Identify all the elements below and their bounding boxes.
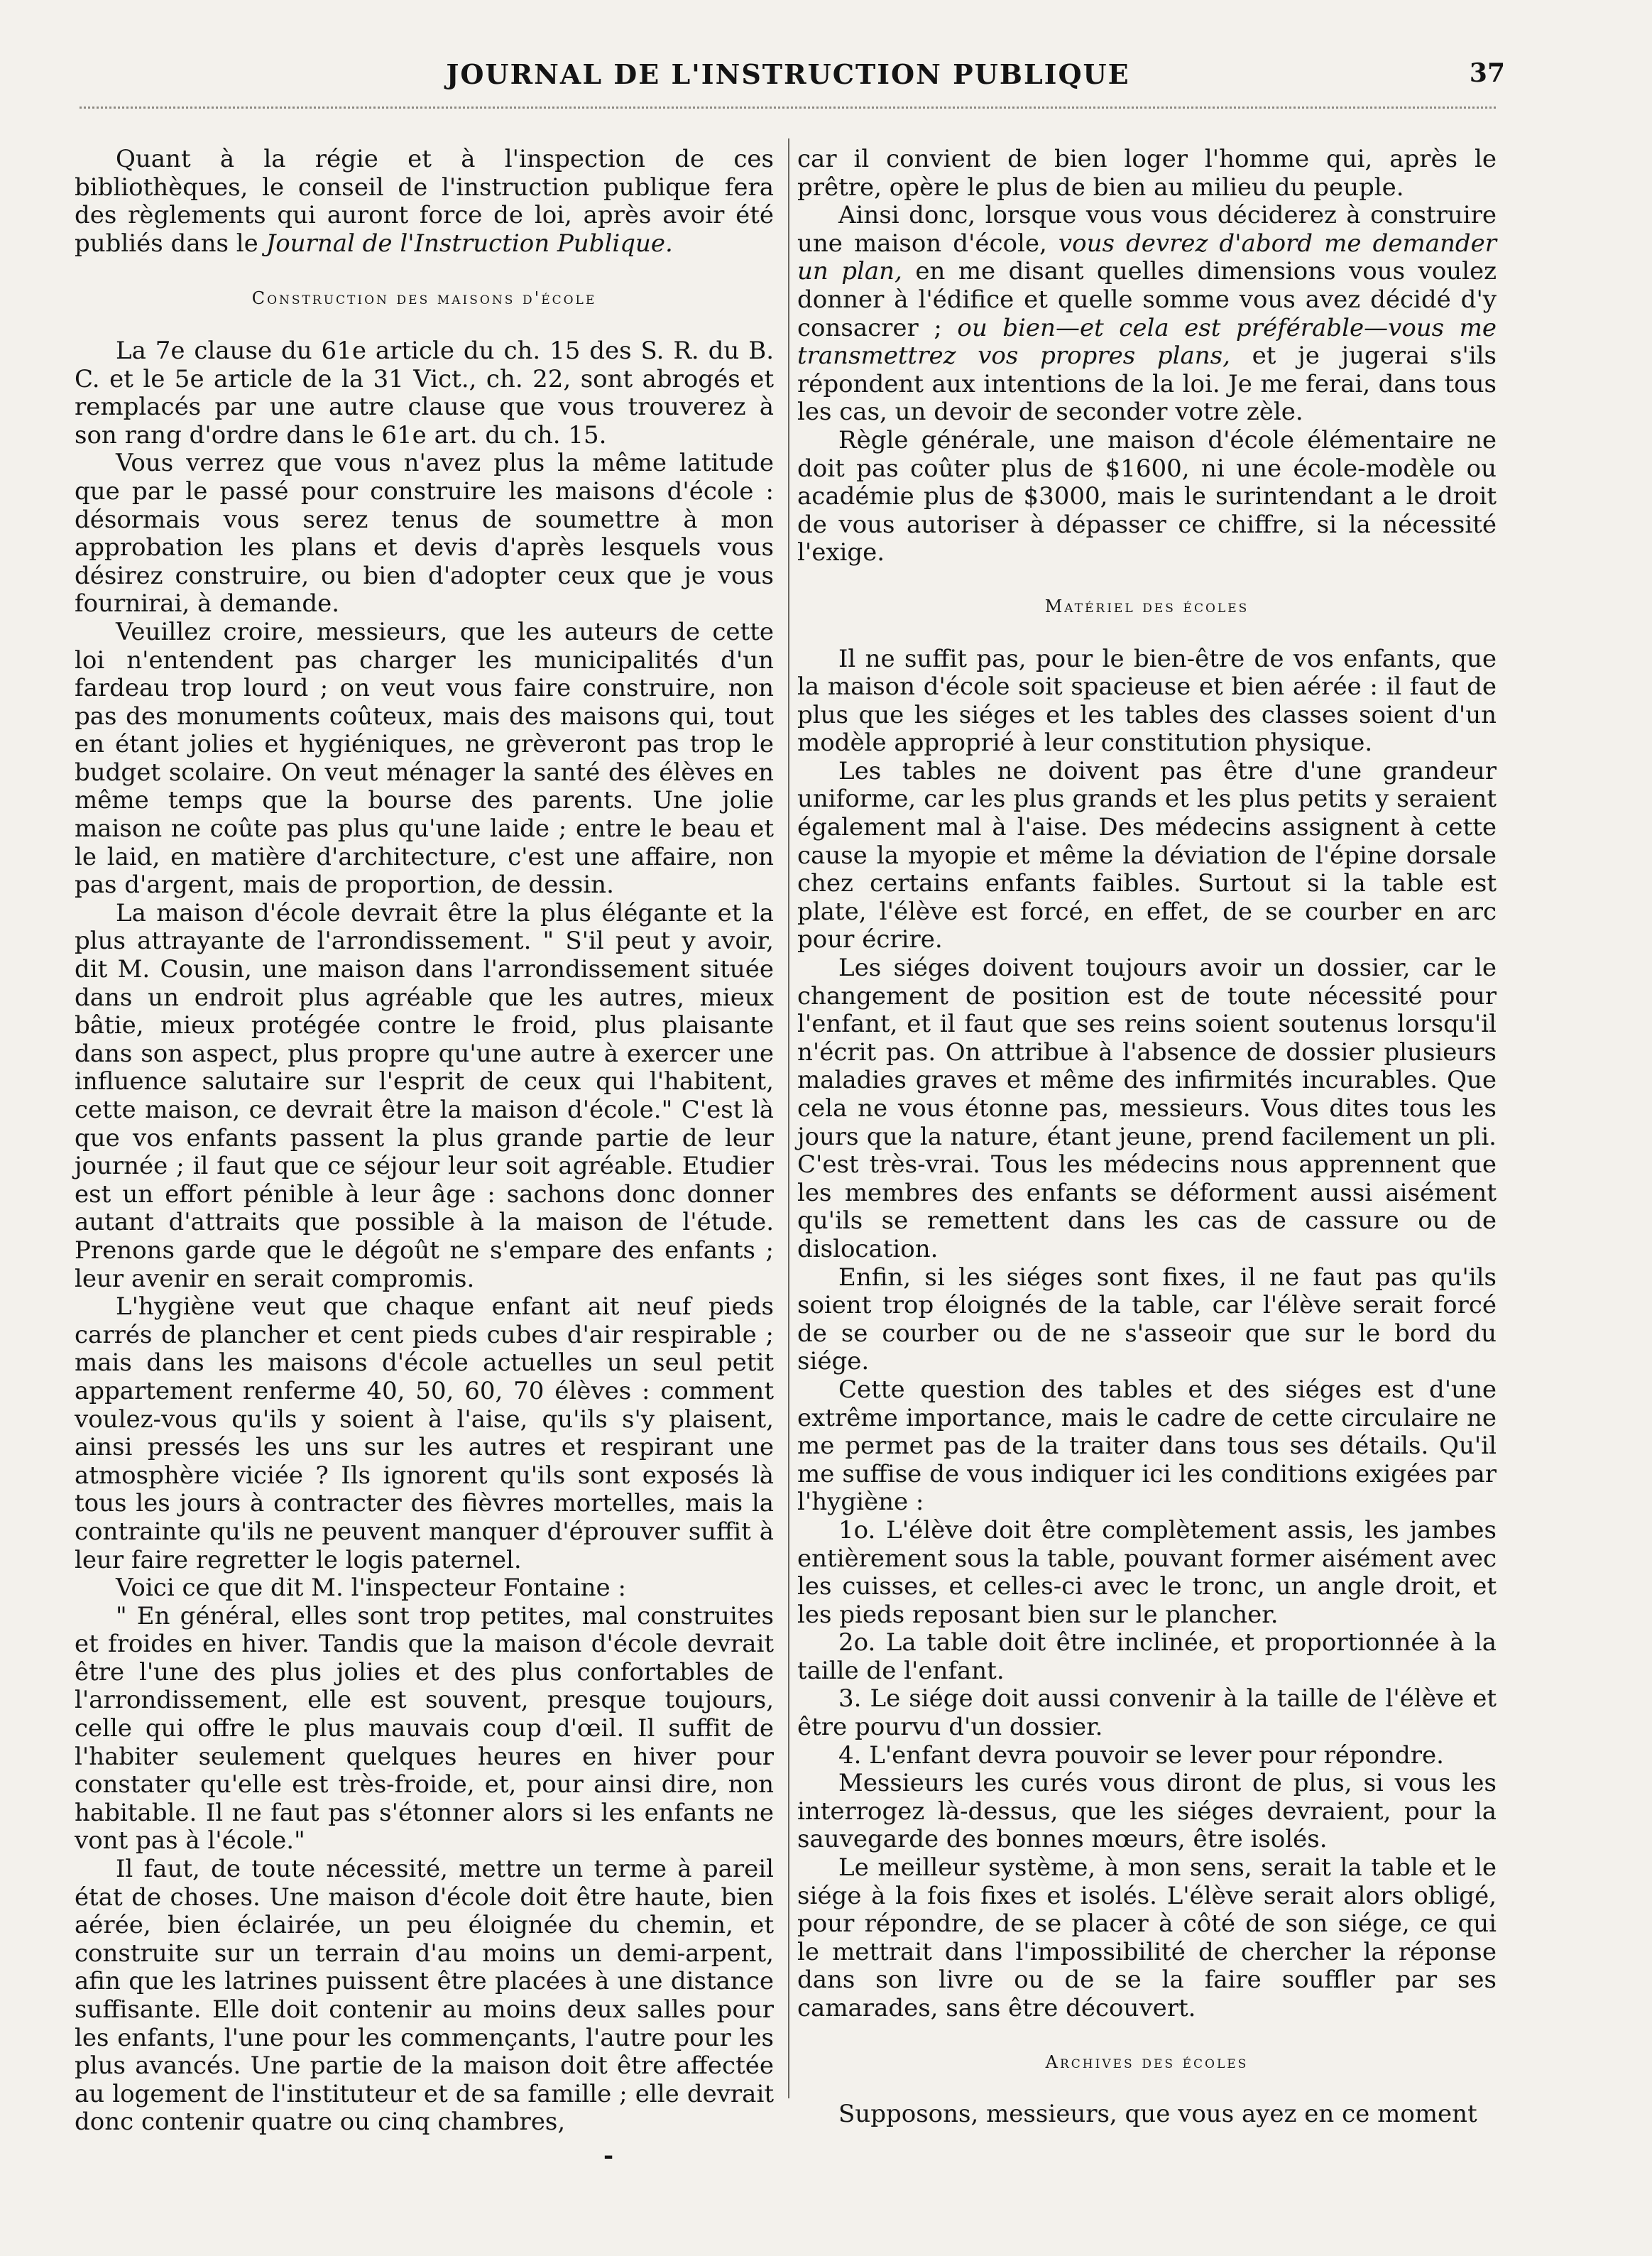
paragraph: Les siéges doivent toujours avoir un dossier, car le changement de position est de toute nécessité pour l'enfant, et il faut que ses reins soient soutenus lorsqu'il n'écrit pas. On attribue à l'absence de dossier plusieurs maladies graves et même des infirmités incurables. Que cela ne vous étonne pas, messieurs. Vous dites tous les jours que la nature, étant jeune, prend facilement un pli. C'est très-vrai. Tous les médecins nous apprennent que les membres des enfants se déforment aussi aisément qu'ils se remettent dans les cas de cassure ou de dislocation. xyxy=(797,954,1497,1263)
page-number: 37 xyxy=(1469,58,1505,88)
paragraph: Veuillez croire, messieurs, que les auteurs de cette loi n'entendent pas charger les municipalités d'un fardeau trop lourd ; on veut vous faire construire, non pas des monuments coûteux, mais des maisons qui, tout en étant jolies et hygiéniques, ne grèveront pas trop le budget scolaire. On veut ménager la santé des élèves en même temps que la bourse des parents. Une jolie maison ne coûte pas plus qu'une laide ; entre le beau et le laid, en matière d'architecture, c'est une affaire, non pas d'argent, mais de proportion, de dessin. xyxy=(75,617,774,900)
quotation: " En général, elles sont trop petites, mal construites et froides en hiver. Tandis que la maison d'école devrait être l'une des plus jolies et des plus confortables de l'arrondissement, elle est souvent, presque toujours, celle qui offre le plus mauvais coup d'œil. Il suffit de l'habiter seulement quelques heures en hiver pour constater qu'elle est très-froide, et, pour ainsi dire, non habitable. Il ne faut pas s'étonner alors si les enfants ne vont pas à l'école." xyxy=(75,1601,774,1856)
paragraph: Il faut, de toute nécessité, mettre un terme à pareil état de choses. Une maison d'école doit être haute, bien aérée, bien éclairée, un peu éloignée du chemin, et construite sur un terrain d'au moins un demi-arpent, afin que les latrines puissent être placées à une distance suffisante. Elle doit contenir au moins deux salles pour les enfants, l'une pour les commençants, l'autre pour les plus avancés. Une partie de la maison doit être affectée au logement de l'instituteur et de sa famille ; elle devrait donc contenir quatre ou cinq chambres, xyxy=(75,1855,774,2137)
left-column xyxy=(75,146,774,2137)
list-item: 4. L'enfant devra pouvoir se lever pour répondre. xyxy=(838,1740,1444,1770)
paragraph: Vous verrez que vous n'avez plus la même latitude que par le passé pour construire les maisons d'école : désormais vous serez tenus de soumettre à mon approbation les plans et devis d'après lesquels vous désirez construire, ou bien d'adopter ceux que je vous fournirai, à demande. xyxy=(75,449,774,619)
journal-title: Journal de l'Instruction Publique. xyxy=(266,229,673,258)
paragraph: Il ne suffit pas, pour le bien-être de vos enfants, que la maison d'école soit spacieuse et bien aérée : il faut de plus que les siéges et les tables des classes soient d'un modèle approprié à leur constitution physique. xyxy=(797,644,1497,758)
paragraph: Le meilleur système, à mon sens, serait la table et le siége à la fois fixes et isolés. L'élève serait alors obligé, pour répondre, de se placer à côté de son siége, ce qui le mettrait dans l'impossibilité de chercher la réponse dans son livre ou de se la faire souffler par ses camarades, sans être découvert. xyxy=(797,1853,1497,2022)
paragraph: Supposons, messieurs, que vous ayez en ce moment xyxy=(838,2100,1477,2129)
paragraph: La maison d'école devrait être la plus élégante et la plus attrayante de l'arrondissement. " S'il peut y avoir, dit M. Cousin, une maison dans l'arrondissement située dans un endroit plus agréable que les autres, mieux bâtie, mieux protégée contre le froid, plus plaisante dans son aspect, plus propre qu'une autre à exercer une influence salutaire sur l'esprit de ceux qui l'habitent, cette maison, ce devrait être la maison d'école." C'est là que vos enfants passent la plus grande partie de leur journée ; il faut que ce séjour leur soit agréable. Etudier est un effort pénible à leur âge : sachons donc donner autant d'attraits que possible à la maison de l'étude. Prenons garde que le dégoût ne s'empare des enfants ; leur avenir en serait compromis. xyxy=(75,898,774,1293)
list-item: 2o. La table doit être inclinée, et proportionnée à la taille de l'enfant. xyxy=(797,1628,1497,1685)
running-title: JOURNAL DE L'INSTRUCTION PUBLIQUE xyxy=(446,58,1130,90)
list-item: 1o. L'élève doit être complètement assis, les jambes entièrement sous la table, pouvant former aisément avec les cuisses, et celles-ci avec le tronc, un angle droit, et les pieds reposant bien sur le plancher. xyxy=(797,1515,1497,1629)
paragraph: Les tables ne doivent pas être d'une grandeur uniforme, car les plus grands et les plus petits y seraient également mal à l'aise. Des médecins assignent à cette cause la myopie et même la déviation de l'épine dorsale chez certains enfants faibles. Surtout si la table est plate, l'élève est forcé, en effet, de se courber en arc pour écrire. xyxy=(797,756,1497,954)
section-heading-construction: Construction des maisons d'école xyxy=(251,288,597,309)
paragraph: Quant à la régie et à l'inspection de ces bibliothèques, le conseil de l'instruction publique fera des règlements qui auront force de loi, après avoir été publiés dans le Journal de l'Instruction Publique. xyxy=(75,145,774,258)
section-heading-materiel: Matériel des écoles xyxy=(1044,596,1249,616)
footer-mark: - xyxy=(603,2142,614,2170)
column-divider xyxy=(788,138,789,2098)
paragraph: Cette question des tables et des siéges est d'une extrême importance, mais le cadre de cette circulaire ne me permet pas de la traiter dans tous ses détails. Qu'il me suffise de vous indiquer ici les conditions exigées par l'hygiène : xyxy=(797,1375,1497,1517)
paragraph: L'hygiène veut que chaque enfant ait neuf pieds carrés de plancher et cent pieds cubes d'air respirable ; mais dans les maisons d'école actuelles un seul petit appartement renferme 40, 50, 60, 70 élèves : comment voulez-vous qu'ils y soient à l'aise, qu'ils s'y plaisent, ainsi pressés les uns sur les autres et respirant une atmosphère viciée ? Ils ignorent qu'ils sont exposés là tous les jours à contracter des fièvres mortelles, mais la contrainte qu'ils ne peuvent manquer d'éprouver suffit à leur faire regretter le logis paternel. xyxy=(75,1292,774,1574)
paragraph: Enfin, si les siéges sont fixes, il ne faut pas qu'ils soient trop éloignés de la table, car l'élève serait forcé de se courber ou de ne s'asseoir que sur le bord du siége. xyxy=(797,1263,1497,1376)
paragraph: Ainsi donc, lorsque vous vous déciderez à construire une maison d'école, vous devrez d'abord me demander un plan, en me disant quelles dimensions vous voulez donner à l'édifice et quelle somme vous avez décidé d'y consacrer ; ou bien—et cela est préférable—vous me transmettrez vos propres plans, et je jugerai s'ils répondent aux intentions de la loi. Je me ferai, dans tous les cas, un devoir de seconder votre zèle. xyxy=(797,201,1497,427)
paragraph: La 7e clause du 61e article du ch. 15 des S. R. du B. C. et le 5e article de la 31 Vict., ch. 22, sont abrogés et remplacés par une autre clause que vous trouverez à son rang d'ordre dans le 61e art. du ch. 15. xyxy=(75,336,774,449)
paragraph: Voici ce que dit M. l'inspecteur Fontaine : xyxy=(116,1574,626,1603)
right-column xyxy=(797,146,1497,2129)
header-rule xyxy=(80,107,1496,109)
paragraph-continued: car il convient de bien loger l'homme qui, après le prêtre, opère le plus de bien au milieu du peuple. xyxy=(797,145,1497,202)
section-heading-archives: Archives des écoles xyxy=(1045,2051,1249,2072)
paragraph: Règle générale, une maison d'école élémentaire ne doit pas coûter plus de $1600, ni une école-modèle ou académie plus de $3000, mais le surintendant a le droit de vous autoriser à dépasser ce chiffre, si la nécessité l'exige. xyxy=(797,425,1497,567)
paragraph: Messieurs les curés vous diront de plus, si vous les interrogez là-dessus, que les siéges devraient, pour la sauvegarde des bonnes mœurs, être isolés. xyxy=(797,1769,1497,1854)
list-item: 3. Le siége doit aussi convenir à la taille de l'élève et être pourvu d'un dossier. xyxy=(797,1684,1497,1742)
page-header xyxy=(71,58,1505,101)
